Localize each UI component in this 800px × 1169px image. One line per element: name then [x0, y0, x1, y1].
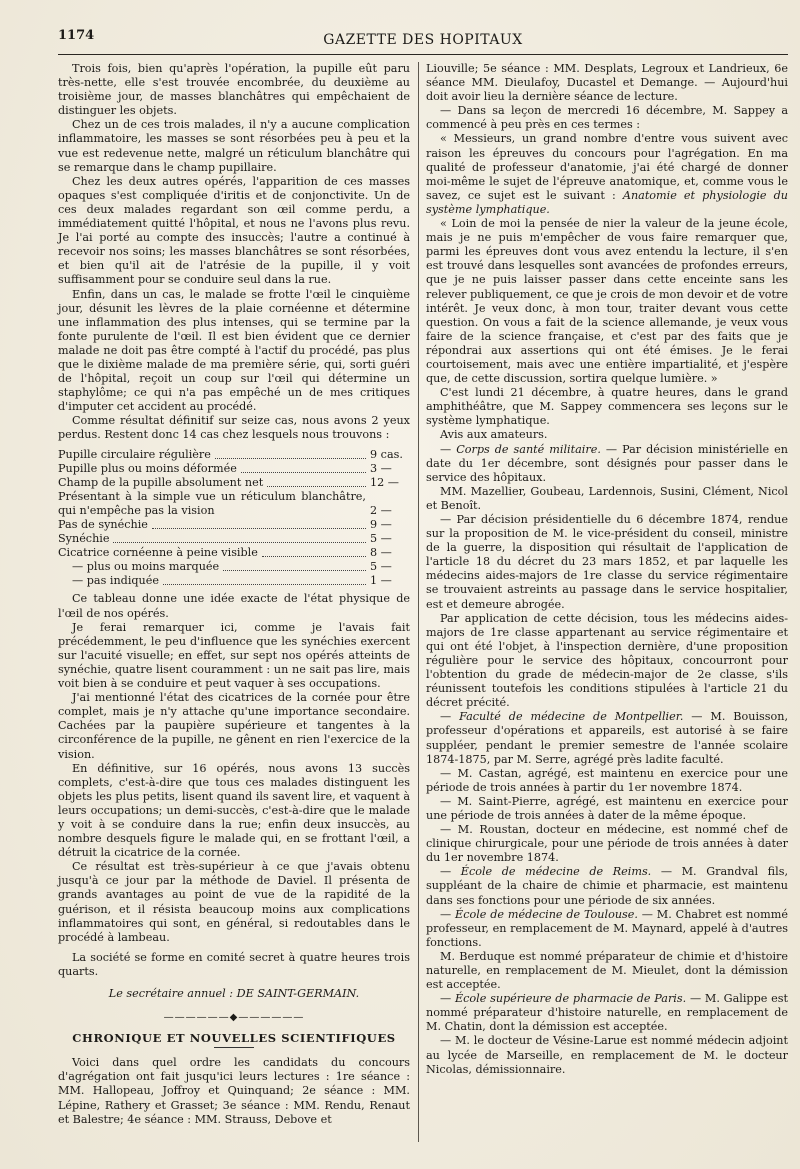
paragraph: — M. Saint-Pierre, agrégé, est maintenu en exercice pour une période de trois années à dater de la même époque.: [426, 794, 788, 822]
paragraph: La société se forme en comité secret à quatre heures trois quarts.: [58, 950, 410, 978]
paragraph: — Dans sa leçon de mercredi 16 décembre, M. Sappey a commencé à peu près en ces termes :: [426, 104, 788, 132]
paragraph: Enfin, dans un cas, le malade se frotte l'œil le cinquième jour, désunit les lèvres de la plaie cornéenne et détermine une inflammation des plus intenses, qui se termine par la fonte purulente de l'œil. Il est bien évident que ce dernier malade ne doit pas être compté à l'actif du procédé, pas plus que le dixième malade de ma première série, qui, sorti guéri de l'hôpital, reçoit un coup sur l'œil qui détermine un staphylôme; ce qui n'a pas empêché un de mes critiques d'imputer cet accident au procédé.: [58, 287, 410, 414]
paragraph: Avis aux amateurs.: [440, 428, 548, 442]
table-row: [58, 476, 410, 490]
paragraph: MM. Mazellier, Goubeau, Lardennois, Susini, Clément, Nicol et Benoît.: [426, 484, 788, 512]
ornament-divider: ——————◆——————: [163, 1012, 305, 1024]
table-row: [58, 560, 410, 574]
table-row: [58, 490, 410, 518]
row-value: 9 cas.: [370, 447, 403, 461]
paragraph: « Loin de moi la pensée de nier la valeur de la jeune école, mais je ne puis m'empêcher de vous faire remarquer que, parmi les épreuves dont vous avez entendu la lecture, il s'en est trouvé dans lesquelles sont avancées de profondes erreurs, que je ne puis laisser passer dans cette enceinte sans les relever publiquement, ce que je crois de mon devoir et de votre intérêt. Je veux donc, à mon tour, traiter devant vous cette question. On vous a fait de la science allemande, je veux vous faire de la science française, et c'est par des faits que je répondrai aux assertions qui ont été émises. Je le ferai courtoisement, mais avec une entière impartialité, et j'espère que, de cette discussion, sortira quelque lumière. »: [426, 217, 788, 386]
paragraph: Je ferai remarquer ici, comme je l'avais fait précédemment, le peu d'influence que les synéchies exercent sur l'acuité visuelle; en effet, sur sept nos opérés atteints de synéchie, quatre lisent couramment : un ne sait pas lire, mais voit bien à se conduire et peut vaquer à ses occupations.: [58, 620, 410, 691]
paragraph: — M. Castan, agrégé, est maintenu en exercice pour une période de trois années à partir du 1er novembre 1874.: [426, 766, 788, 794]
row-value: 5 —: [370, 560, 392, 574]
paragraph: C'est lundi 21 décembre, à quatre heures, dans le grand amphithéâtre, que M. Sappey commencera ses leçons sur le système lymphatique.: [426, 386, 788, 428]
table-row: [58, 532, 410, 546]
signature: Le secrétaire annuel : DE SAINT-GERMAIN.: [108, 987, 360, 1000]
header-rule: [58, 54, 788, 55]
paragraph: — Par décision présidentielle du 6 décembre 1874, rendue sur la proposition de M. le vice-président du conseil, ministre de la guerre, la disposition qui résultait de l'application de l'article 18 du décret du 23 mars 1852, et par laquelle les médecins aides-majors de 1re classe du service régimentaire se trouvaient astreints au passage dans le service hospitalier, est et demeure abrogée.: [426, 513, 788, 611]
table-row: [58, 462, 410, 476]
row-label: — pas indiquée: [72, 574, 160, 588]
paragraph: — M. Roustan, docteur en médecine, est nommé chef de clinique chirurgicale, pour une période de trois années à dater du 1er novembre 1874.: [426, 823, 788, 865]
table-row: [58, 546, 410, 560]
row-label: Cicatrice cornéenne à peine visible: [58, 546, 258, 560]
paragraph: En définitive, sur 16 opérés, nous avons 13 succès complets, c'est-à-dire que tous ces malades distinguent les objets les plus petits, lisent quand ils savent lire, et vaquent à leurs occupations; un demi-succès, c'est-à-dire que le malade y voit à se conduire dans la rue; enfin deux insuccès, au nombre desquels figure le malade qui, en se frottant l'œil, a détruit la cicatrice de la cornée.: [58, 761, 410, 860]
row-label: Pupille plus ou moins déformée: [58, 461, 237, 475]
paragraph: Ce tableau donne une idée exacte de l'état physique de l'œil de nos opérés.: [58, 592, 410, 620]
row-value: 3 —: [370, 461, 392, 475]
table-row: [58, 448, 410, 462]
row-value: 8 —: [370, 546, 392, 560]
row-label: Pupille circulaire régulière: [58, 447, 211, 461]
paragraph: — M. le docteur de Vésine-Larue est nommé médecin adjoint au lycée de Marseille, en remplacement de M. le docteur Nicolas, démissionnaire.: [426, 1034, 788, 1076]
row-label: Synéchie: [58, 532, 110, 546]
row-value: 9 —: [370, 518, 392, 531]
table-row: [58, 518, 410, 532]
results-table: [58, 448, 410, 589]
paragraph: — Faculté de médecine de Montpellier. — M. Bouisson, professeur d'opérations et appareils, est autorisé à se faire suppléer, pendant le premier semestre de l'année scolaire 1874-1875, par M. Serre, agrégé près ladite faculté.: [426, 710, 788, 766]
paragraph: — École de médecine de Reims. — M. Grandval fils, suppléant de la chaire de chimie et pharmacie, est maintenu dans ses fonctions pour une période de six années.: [426, 865, 788, 907]
row-label: Champ de la pupille absolument net: [58, 475, 264, 489]
table-row: [58, 574, 410, 588]
left-column: [58, 62, 410, 1127]
paragraph: Par application de cette décision, tous les médecins aides-majors de 1re classe appartenant au service régimentaire et qui ont été l'objet, à l'inspection dernière, d'une proposition régulière pour le service des hôpitaux, concourront pour l'obtention du grade de médecin-major de 2e classe, s'ils réunissent toutefois les conditions stipulées à l'article 21 du décret précité.: [426, 611, 788, 710]
row-value: 5 —: [370, 532, 392, 546]
paragraph: Comme résultat définitif sur seize cas, nous avons 2 yeux perdus. Restent donc 14 cas chez lesquels nous trouvons :: [58, 414, 410, 442]
right-column: [426, 62, 788, 1077]
row-value: 12 —: [370, 475, 399, 489]
paragraph: M. Berduque est nommé préparateur de chimie et d'histoire naturelle, en remplacement de M. Mieulet, dont la démission est acceptée.: [426, 949, 788, 992]
paragraph: Chez un de ces trois malades, il n'y a aucune complication inflammatoire, les masses se sont résorbées peu à peu et la vue est redevenue nette, malgré un réticulum blanchâtre qui se remarque dans le champ pupillaire.: [58, 118, 410, 174]
paragraph: « Messieurs, un grand nombre d'entre vous suivent avec raison les épreuves du concours pour l'agrégation. En ma qualité de professeur d'anatomie, j'ai été chargé de donner moi-même le sujet de l'épreuve anatomique, et, comme vous le savez, ce sujet est le suivant : Anatomie et physiologie du système lymphatique.: [426, 132, 789, 216]
row-value: 2 —: [370, 503, 392, 517]
paragraph: Trois fois, bien qu'après l'opération, la pupille eût paru très-nette, elle s'est trouvée encombrée, du deuxième au troisième jour, de masses blanchâtres qui empêchaient de distinguer les objets.: [58, 62, 410, 118]
column-divider: [418, 62, 419, 1142]
section-rule: [214, 1047, 254, 1048]
paragraph: — École de médecine de Toulouse. — M. Chabret est nommé professeur, en remplacement de M. Maynard, appelé à d'autres fonctions.: [426, 907, 789, 949]
journal-title: GAZETTE DES HOPITAUX: [323, 32, 523, 48]
paragraph: — École supérieure de pharmacie de Paris. — M. Galippe est nommé préparateur d'histoire naturelle, en remplacement de M. Chatin, dont la démission est acceptée.: [426, 992, 788, 1034]
row-value: 1 —: [370, 574, 392, 588]
paragraph: Voici dans quel ordre les candidats du concours d'agrégation ont fait jusqu'ici leurs lectures : 1re séance : MM. Hallopeau, Joffroy et Quinquand; 2e séance : MM. Lépine, Rathery et Grasset; 3e séance : MM. Rendu, Renaut et Balestre; 4e séance : MM. Strauss, Debove et: [58, 1056, 410, 1126]
page-number: 1174: [58, 28, 95, 43]
row-label: — plus ou moins marquée: [72, 560, 220, 574]
paragraph: — Corps de santé militaire. — Par décision ministérielle en date du 1er décembre, sont désignés pour passer dans le service des hôpitaux.: [426, 442, 789, 484]
paragraph: J'ai mentionné l'état des cicatrices de la cornée pour être complet, mais je n'y attache qu'une importance secondaire. Cachées par la paupière supérieure et tangentes à la circonférence de la pupille, ne gênent en rien l'exercice de la vision.: [58, 691, 410, 761]
row-label: Pas de synéchie: [58, 518, 148, 531]
section-title: CHRONIQUE ET NOUVELLES SCIENTIFIQUES: [72, 1031, 396, 1046]
paragraph: Liouville; 5e séance : MM. Desplats, Legroux et Landrieux, 6e séance MM. Dieulafoy, Ducastel et Demange. — Aujourd'hui doit avoir lieu la dernière séance de lecture.: [426, 62, 788, 104]
paragraph: Ce résultat est très-supérieur à ce que j'avais obtenu jusqu'à ce jour par la méthode de Daviel. Il présenta de grands avantages au point de vue de la rapidité de la guérison, et il résista beaucoup moins aux complications inflammatoires qui sont, en général, si redoutables dans le procédé à lambeau.: [58, 860, 410, 944]
row-label: Présentant à la simple vue un réticulum blanchâtre, qui n'empêche pas la vision: [58, 489, 366, 517]
page-header: [58, 22, 788, 52]
paragraph: Chez les deux autres opérés, l'apparition de ces masses opaques s'est compliquée d'iritis et de conjonctivite. Un de ces deux malades regardant son œil comme perdu, a immédiatement quitté l'hôpital, et nous ne l'avons plus revu. Je l'ai porté au compte des insuccès; l'autre a continué à recevoir nos soins; les masses blanchâtres se sont résorbées, et bien qu'il ait de l'atrésie de la pupille, il y voit suffisamment pour se conduire seul dans la rue.: [58, 174, 410, 287]
